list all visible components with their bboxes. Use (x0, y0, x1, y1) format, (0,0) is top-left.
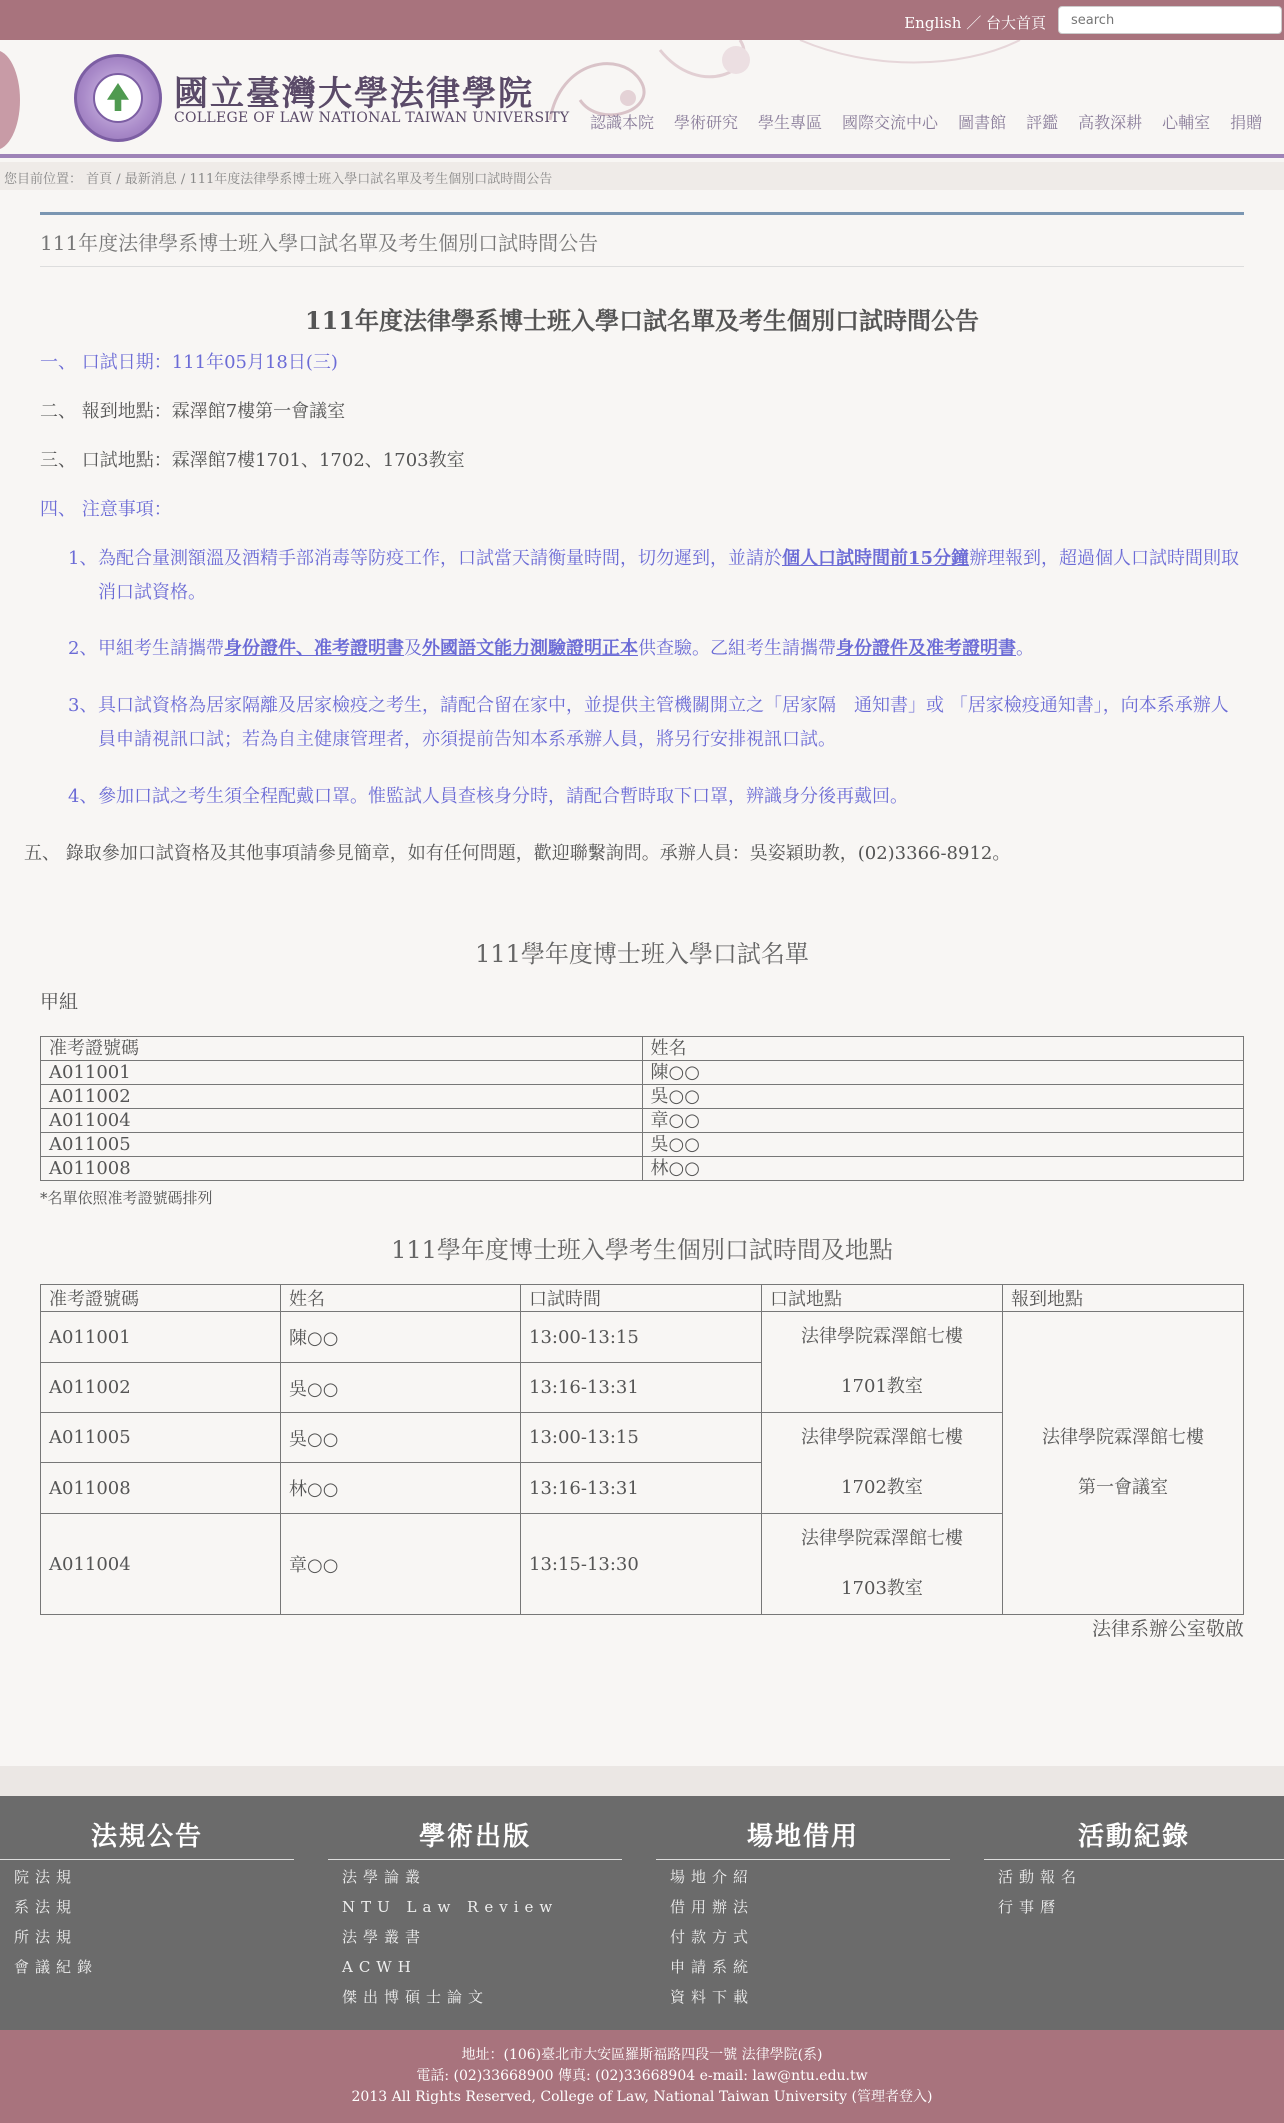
note-2-text-b: 及 (404, 638, 422, 659)
decorative-circle (0, 50, 20, 150)
footer-link[interactable]: 所法規 (14, 1928, 78, 1946)
footer-link[interactable]: ACWH (342, 1958, 417, 1976)
footer-col-publications (328, 1796, 622, 2012)
note-1 (68, 542, 1244, 610)
footer-link[interactable]: 活動報名 (998, 1868, 1083, 1886)
cell-room-1703 (762, 1514, 1003, 1615)
footer-contact: 電話: (02)33668900 傳真: (02)33668904 e-mail: law@ntu.edu.tw (416, 2068, 868, 2084)
cell-name: 林○○ (281, 1463, 521, 1514)
nav-item-library[interactable]: 圖書館 (958, 113, 1007, 132)
footer-col-title: 活動紀錄 (984, 1796, 1284, 1860)
nav-item-sprout[interactable]: 高教深耕 (1078, 113, 1143, 132)
article-title: 111年度法律學系博士班入學口試名單及考生個別口試時間公告 (304, 306, 980, 335)
footer-copyright[interactable]: 2013 All Rights Reserved, College of Law, National Taiwan University (管理者登入) (351, 2089, 933, 2105)
nav-item-evaluation[interactable]: 評鑑 (1026, 113, 1059, 132)
cell-name: 吳○○ (642, 1133, 1244, 1157)
cell-exam-number: A011005 (41, 1133, 643, 1157)
group-label: 甲組 (40, 991, 79, 1013)
seal-inner (93, 73, 143, 123)
ntu-home-link[interactable]: 台大首頁 (985, 14, 1046, 32)
logo-subtitle: COLLEGE OF LAW NATIONAL TAIWAN UNIVERSITY (174, 110, 570, 126)
table-header-row (41, 1037, 1244, 1061)
cell-exam-time: 13:00-13:15 (521, 1312, 762, 1363)
main-content (24, 212, 1244, 1640)
cell-name: 陳○○ (642, 1061, 1244, 1085)
cell-exam-number: A011004 (41, 1514, 281, 1615)
footer-link[interactable]: 資料下載 (670, 1988, 755, 2006)
note-2-text-c: 供查驗。乙組考生請攜帶 (638, 638, 836, 659)
table-row (41, 1312, 1244, 1363)
table-row (41, 1109, 1244, 1133)
item-exam-date: 一、 口試日期：111年05月18日(三) (40, 352, 338, 373)
nav-item-research[interactable]: 學術研究 (674, 113, 739, 132)
english-link[interactable]: English (904, 14, 962, 32)
cell-exam-time: 13:16-13:31 (521, 1463, 762, 1514)
footer-link[interactable]: 付款方式 (670, 1928, 755, 1946)
logo-title[interactable]: 國立臺灣大學法律學院 (174, 74, 534, 114)
schedule-table (40, 1284, 1244, 1615)
item-notes-heading: 四、 注意事項： (40, 499, 172, 520)
footer-col-title: 場地借用 (656, 1796, 950, 1860)
cell-exam-time: 13:16-13:31 (521, 1363, 762, 1413)
signature: 法律系辦公室敬啟 (1091, 1618, 1244, 1640)
footer-link[interactable]: 會議紀錄 (14, 1958, 99, 1976)
room-1703-line1: 法律學院霖澤館七樓 (801, 1528, 963, 1549)
cell-exam-number: A011002 (41, 1363, 281, 1413)
cell-name: 吳○○ (281, 1363, 521, 1413)
note-2 (68, 632, 1244, 666)
candidate-list-table (40, 1036, 1244, 1181)
university-seal-logo[interactable] (74, 54, 162, 142)
cell-exam-number: A011001 (41, 1061, 643, 1085)
footer-link[interactable]: 行事曆 (998, 1898, 1062, 1916)
footer-link[interactable]: NTU Law Review (342, 1898, 559, 1916)
cell-exam-number: A011008 (41, 1157, 643, 1181)
note-1-number: 1、 (68, 548, 98, 569)
note-4-text: 參加口試之考生須全程配戴口罩。惟監試人員查核身分時，請配合暫時取下口罩，辨識身分後再戴回。 (98, 786, 908, 807)
cell-room-1701 (762, 1312, 1003, 1413)
list-title: 111學年度博士班入學口試名單 (475, 940, 809, 968)
footer-col-venue (656, 1796, 950, 2012)
cell-exam-time: 13:00-13:15 (521, 1413, 762, 1463)
footer-band (0, 1766, 1284, 1796)
cell-name: 章○○ (642, 1109, 1244, 1133)
room-1703-line2: 1703教室 (841, 1578, 923, 1599)
header-exam-number: 准考證號碼 (41, 1037, 643, 1061)
cell-name: 吳○○ (281, 1413, 521, 1463)
cell-name: 陳○○ (281, 1312, 521, 1363)
table-row (41, 1085, 1244, 1109)
top-links (904, 12, 1046, 33)
note-4-number: 4、 (68, 786, 98, 807)
cell-exam-number: A011002 (41, 1085, 643, 1109)
footer-link[interactable]: 傑出博碩士論文 (342, 1988, 490, 2006)
search-input[interactable] (1058, 6, 1282, 34)
decorative-swirl (540, 40, 1284, 158)
footer-link[interactable]: 法學論叢 (342, 1868, 427, 1886)
page-title: 111年度法律學系博士班入學口試名單及考生個別口試時間公告 (40, 212, 1244, 267)
item-checkin-location: 二、 報到地點：霖澤館7樓第一會議室 (40, 401, 346, 422)
header-exam-number: 准考證號碼 (41, 1285, 281, 1312)
note-2-emphasis-3: 身份證件及准考證明書 (836, 638, 1016, 659)
footer-col-events (984, 1796, 1284, 1922)
note-1-text-b: 辦理報到，超過個人口試時間則取消口試資格。 (98, 548, 1240, 603)
nav-item-counseling[interactable]: 心輔室 (1162, 113, 1211, 132)
table-row (41, 1061, 1244, 1085)
note-3 (68, 689, 1244, 757)
top-bar (0, 0, 1284, 40)
cell-exam-number: A011004 (41, 1109, 643, 1133)
note-2-text-a: 甲組考生請攜帶 (98, 638, 224, 659)
note-2-emphasis-2: 外國語文能力測驗證明正本 (422, 638, 638, 659)
note-2-number: 2、 (68, 638, 98, 659)
list-note: *名單依照准考證號碼排列 (40, 1189, 213, 1207)
schedule-title: 111學年度博士班入學考生個別口試時間及地點 (391, 1236, 893, 1264)
note-2-emphasis-1: 身份證件、准考證明書 (224, 638, 404, 659)
nav-item-students[interactable]: 學生專區 (758, 113, 823, 132)
checkin-line2: 第一會議室 (1078, 1477, 1168, 1498)
header-checkin-location: 報到地點 (1003, 1285, 1244, 1312)
cell-exam-number: A011001 (41, 1312, 281, 1363)
site-header (0, 40, 1284, 158)
cell-name: 章○○ (281, 1514, 521, 1615)
nav-item-donate[interactable]: 捐贈 (1230, 113, 1263, 132)
top-links-separator: ／ (966, 14, 982, 32)
room-1702-line1: 法律學院霖澤館七樓 (801, 1427, 963, 1448)
nav-item-international[interactable]: 國際交流中心 (842, 113, 939, 132)
checkin-line1: 法律學院霖澤館七樓 (1042, 1427, 1204, 1448)
footer-address: 地址：(106)臺北市大安區羅斯福路四段一號 法律學院(系) (461, 2047, 823, 2063)
footer-link[interactable]: 借用辦法 (670, 1898, 755, 1916)
footer-link[interactable]: 院法規 (14, 1868, 78, 1886)
note-1-emphasis: 個人口試時間前15分鐘 (782, 548, 970, 569)
footer-link[interactable]: 申請系統 (670, 1958, 755, 1976)
cell-exam-number: A011008 (41, 1463, 281, 1514)
room-1701-line2: 1701教室 (841, 1376, 923, 1397)
room-1701-line1: 法律學院霖澤館七樓 (801, 1326, 963, 1347)
main-nav (590, 110, 1282, 140)
table-row (41, 1133, 1244, 1157)
cell-exam-number: A011005 (41, 1413, 281, 1463)
note-4 (68, 780, 1244, 814)
table-row (41, 1157, 1244, 1181)
header-name: 姓名 (281, 1285, 521, 1312)
item-other-info: 五、 錄取參加口試資格及其他事項請參見簡章，如有任何問題，歡迎聯繫詢問。承辦人員：吳姿穎助教，(02)3366-8912。 (24, 843, 1011, 864)
footer-col-title: 法規公告 (0, 1796, 294, 1860)
footer-link[interactable]: 法學叢書 (342, 1928, 427, 1946)
header-exam-time: 口試時間 (521, 1285, 762, 1312)
cell-name: 林○○ (642, 1157, 1244, 1181)
site-footer (0, 1796, 1284, 2030)
footer-col-regulations (0, 1796, 294, 1982)
header-exam-room: 口試地點 (762, 1285, 1003, 1312)
cell-room-1702 (762, 1413, 1003, 1514)
footer-col-title: 學術出版 (328, 1796, 622, 1860)
note-1-text-a: 為配合量測額溫及酒精手部消毒等防疫工作，口試當天請衡量時間，切勿遲到，並請於 (98, 548, 782, 569)
header-name: 姓名 (642, 1037, 1244, 1061)
item-exam-location: 三、 口試地點：霖澤館7樓1701、1702、1703教室 (40, 450, 465, 471)
seal-tree-icon (107, 83, 129, 111)
nav-item-about[interactable]: 認識本院 (590, 113, 655, 132)
room-1702-line2: 1702教室 (841, 1477, 923, 1498)
cell-checkin-location (1003, 1312, 1244, 1615)
cell-exam-time: 13:15-13:30 (521, 1514, 762, 1615)
cell-name: 吳○○ (642, 1085, 1244, 1109)
footer-link[interactable]: 系法規 (14, 1898, 78, 1916)
footer-link[interactable]: 場地介紹 (670, 1868, 755, 1886)
table-header-row (41, 1285, 1244, 1312)
note-3-number: 3、 (68, 695, 98, 716)
note-2-text-d: 。 (1016, 638, 1034, 659)
footer-bottom (0, 2030, 1284, 2123)
breadcrumb[interactable]: 您目前位置： 首頁 / 最新消息 / 111年度法律學系博士班入學口試名單及考生個別口試時間公告 (0, 162, 1284, 190)
note-3-text: 具口試資格為居家隔離及居家檢疫之考生，請配合留在家中，並提供主管機關開立之「居家隔 通知書」或 「居家檢疫通知書」，向本系承辦人員申請視訊口試；若為自主健康管理者，亦須提前告知本系承辦人員，將另行安排視訊口試。 (98, 695, 1229, 750)
